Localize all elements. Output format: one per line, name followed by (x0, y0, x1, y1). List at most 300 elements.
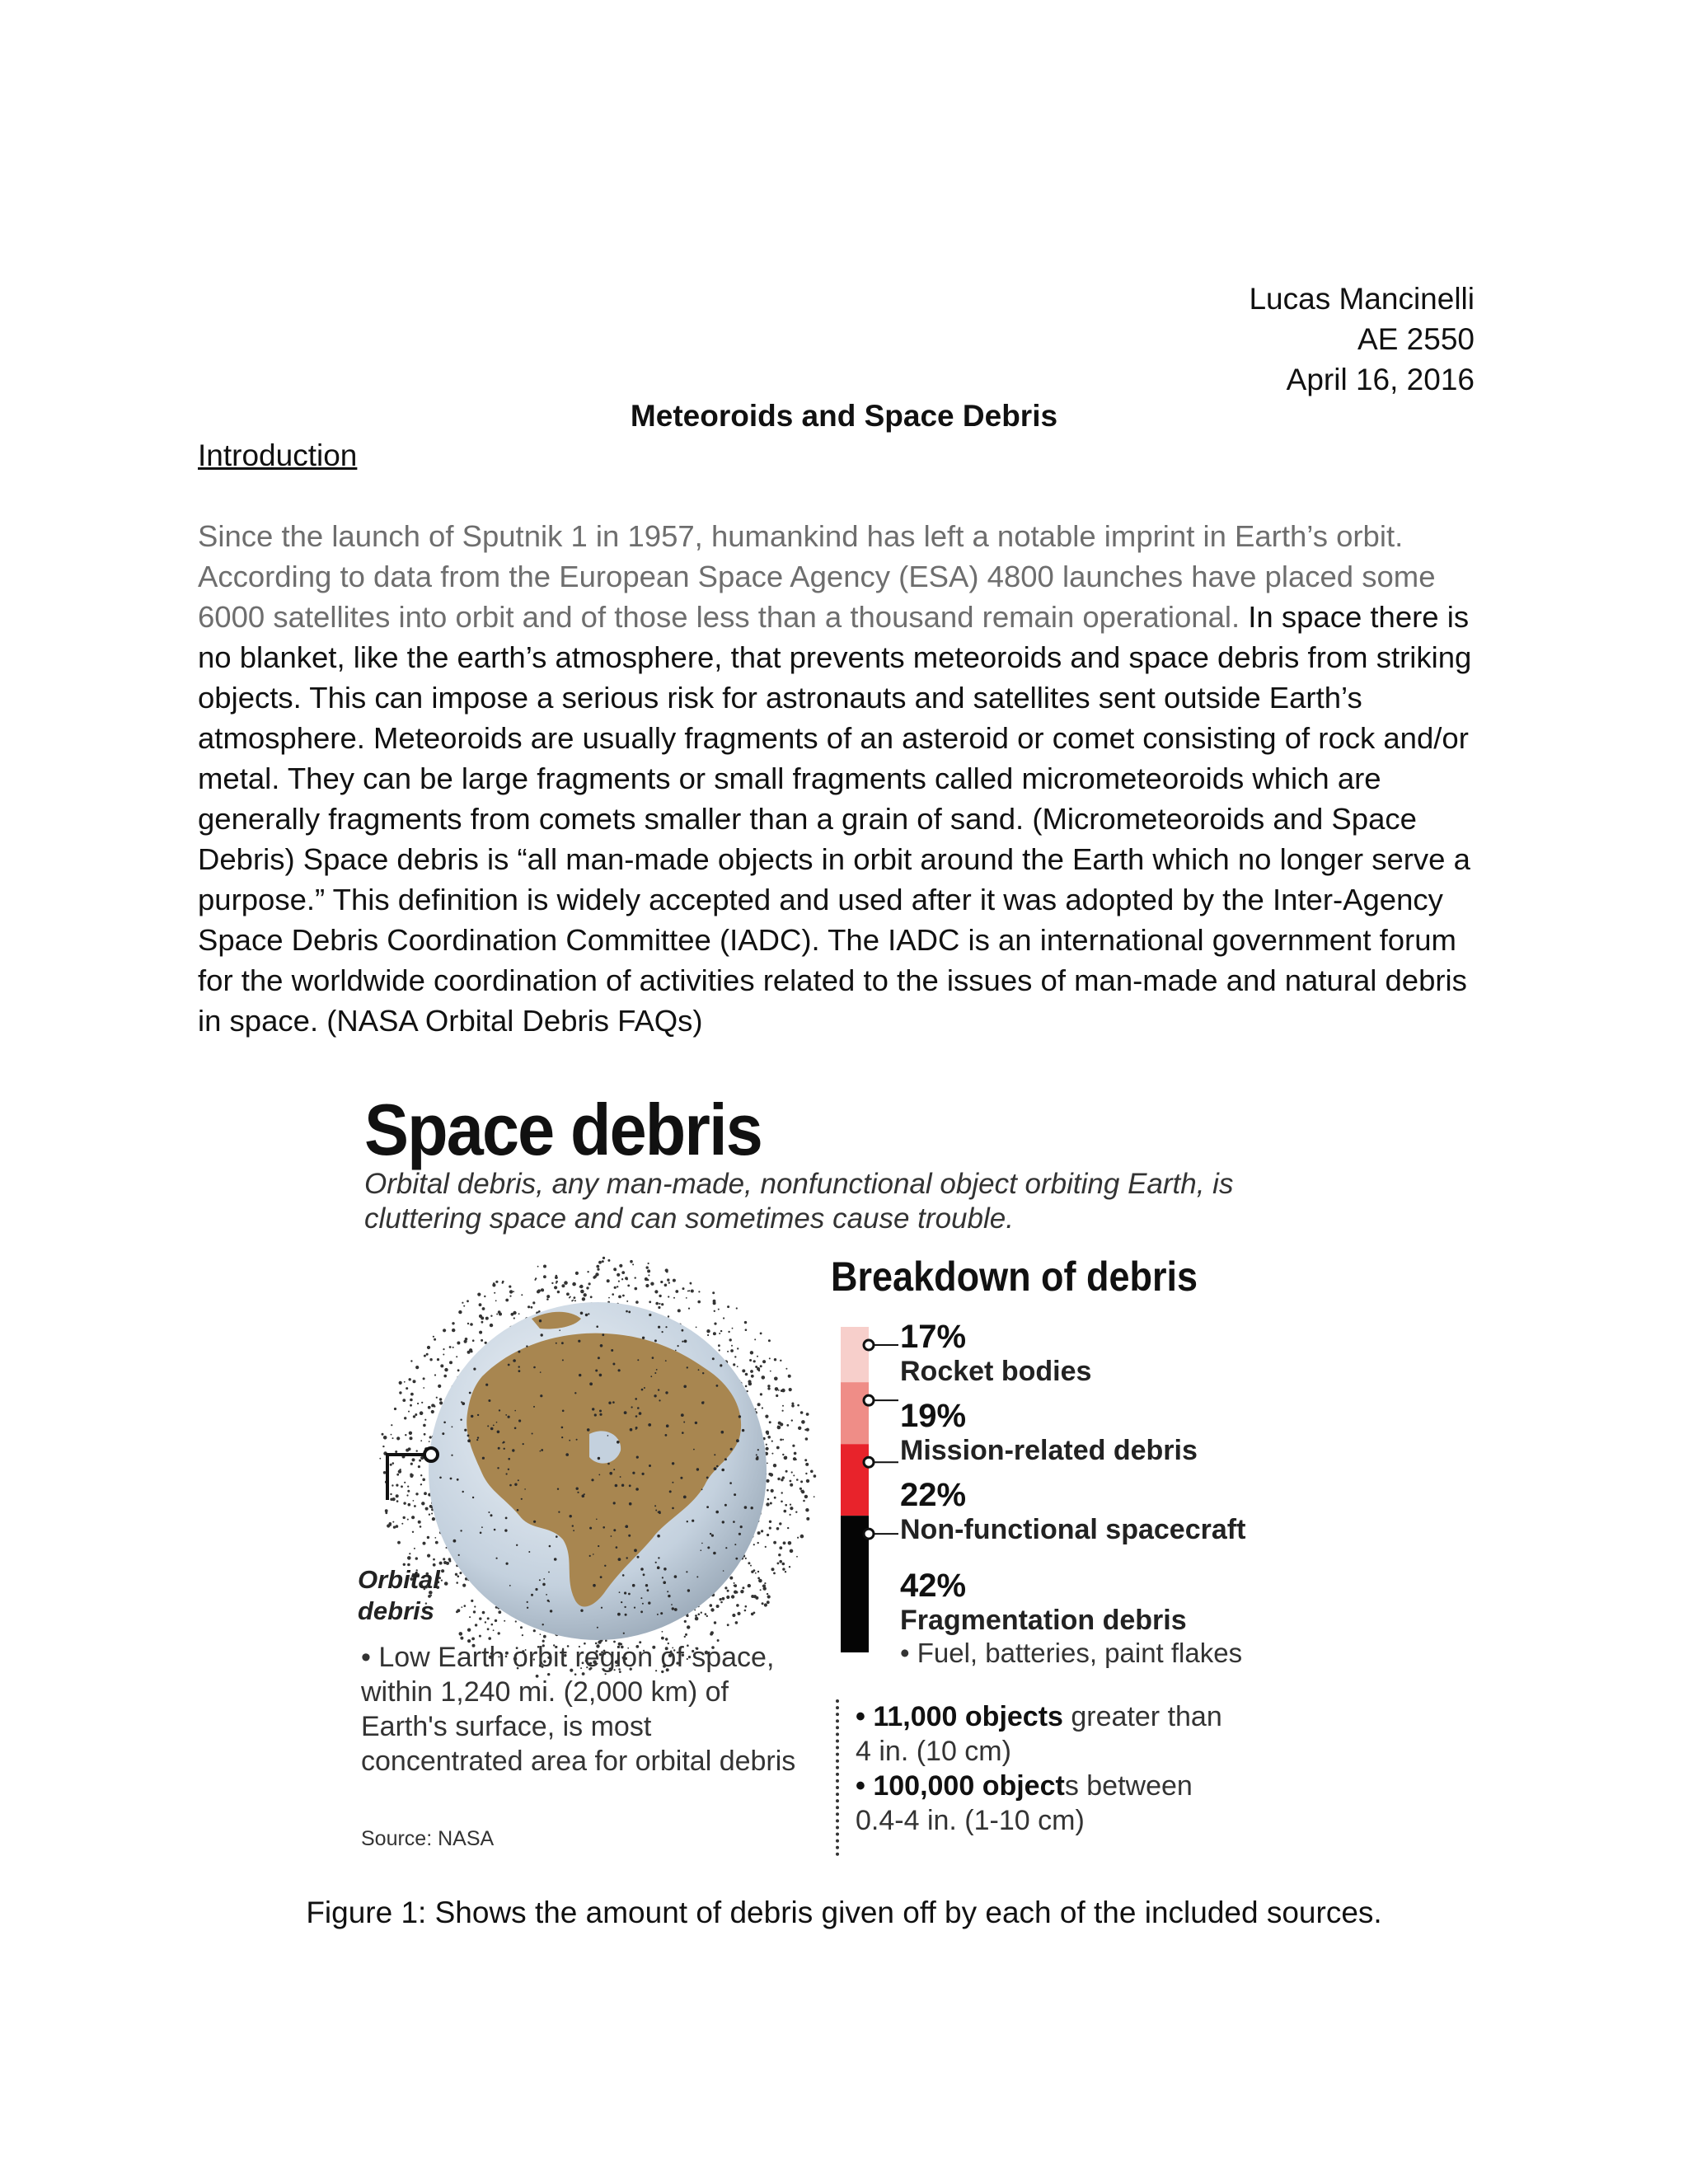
debris-dot (570, 1296, 571, 1298)
debris-dot (750, 1565, 752, 1567)
segment-marker-rocket-bodies (864, 1340, 874, 1350)
debris-dot (391, 1424, 392, 1426)
debris-dot (479, 1303, 482, 1306)
debris-dot (390, 1525, 392, 1526)
debris-dot (765, 1546, 767, 1548)
debris-dot (576, 1439, 578, 1441)
debris-dot (632, 1584, 635, 1587)
debris-dot (795, 1511, 797, 1513)
debris-dot (701, 1612, 702, 1614)
debris-dot (469, 1392, 471, 1394)
debris-dot (629, 1484, 631, 1487)
debris-dot (637, 1407, 640, 1409)
debris-dot (797, 1404, 799, 1407)
legend-mission-related (900, 1398, 1198, 1467)
debris-dot (518, 1366, 520, 1367)
debris-dot (462, 1491, 464, 1493)
debris-dot (745, 1605, 748, 1608)
debris-dot (701, 1549, 702, 1551)
debris-dot (439, 1401, 443, 1404)
debris-dot (660, 1612, 663, 1615)
debris-dot (645, 1284, 649, 1287)
debris-dot (774, 1497, 776, 1499)
debris-dot (668, 1315, 669, 1317)
debris-dot (790, 1549, 794, 1554)
debris-dot (703, 1401, 705, 1403)
debris-dot (692, 1520, 694, 1522)
debris-dot (755, 1572, 757, 1574)
debris-dot (429, 1441, 430, 1442)
debris-dot (710, 1604, 713, 1607)
debris-dot (782, 1405, 784, 1407)
debris-dot (767, 1498, 770, 1501)
debris-dot (464, 1605, 467, 1607)
debris-dot (649, 1465, 651, 1467)
debris-dot (398, 1469, 401, 1473)
debris-dot (471, 1600, 473, 1602)
debris-dot (714, 1467, 717, 1470)
debris-dot (599, 1410, 602, 1413)
debris-dot (785, 1368, 787, 1370)
debris-dot (714, 1621, 716, 1624)
debris-dot (777, 1426, 781, 1430)
debris-dot (733, 1363, 735, 1366)
debris-dot (683, 1385, 687, 1389)
debris-dot (781, 1501, 783, 1503)
debris-dot (539, 1579, 541, 1581)
debris-dot (396, 1484, 398, 1487)
debris-dot (687, 1366, 688, 1368)
debris-dot (690, 1282, 692, 1285)
debris-dot (484, 1296, 485, 1297)
debris-dot (810, 1470, 814, 1474)
debris-dot (588, 1282, 591, 1285)
space-debris-figure (346, 1071, 1352, 1871)
debris-dot (485, 1317, 489, 1320)
debris-dot (683, 1422, 685, 1423)
debris-dot (528, 1305, 530, 1308)
debris-dot (760, 1333, 762, 1335)
debris-dot (635, 1287, 638, 1291)
debris-dot (431, 1513, 433, 1515)
debris-dot (515, 1620, 517, 1622)
debris-dot (423, 1424, 426, 1427)
debris-dot (490, 1315, 492, 1317)
debris-dot (720, 1601, 723, 1604)
debris-dot (680, 1477, 682, 1479)
debris-dot (787, 1527, 789, 1529)
debris-dot (785, 1456, 787, 1459)
debris-dot (411, 1516, 415, 1519)
debris-dot (762, 1376, 766, 1380)
debris-dot (766, 1447, 769, 1451)
debris-dot (672, 1507, 674, 1510)
document-date: April 16, 2016 (1286, 363, 1475, 396)
debris-dot (769, 1421, 771, 1423)
debris-dot (800, 1535, 804, 1539)
debris-dot (814, 1496, 815, 1497)
debris-dot (790, 1504, 791, 1506)
debris-dot (615, 1484, 618, 1488)
debris-dot (443, 1348, 444, 1350)
debris-dot (783, 1541, 786, 1544)
debris-dot (798, 1427, 801, 1430)
debris-dot (557, 1488, 559, 1490)
debris-dot (444, 1582, 448, 1586)
debris-dot (635, 1277, 636, 1278)
debris-dot (716, 1605, 720, 1608)
debris-dot (424, 1419, 426, 1421)
debris-dot (429, 1436, 432, 1438)
debris-dot (726, 1596, 729, 1599)
debris-dot (734, 1356, 736, 1357)
debris-dot (541, 1449, 543, 1451)
debris-dot (599, 1413, 602, 1416)
debris-dot (682, 1432, 684, 1434)
debris-dot (659, 1399, 660, 1401)
debris-dot (627, 1285, 630, 1287)
debris-dot (782, 1563, 785, 1566)
debris-dot (757, 1367, 760, 1371)
debris-dot (657, 1535, 660, 1538)
debris-dot (584, 1293, 587, 1296)
debris-dot (784, 1510, 787, 1513)
debris-dot (617, 1441, 620, 1444)
debris-dot (472, 1497, 474, 1498)
debris-dot (407, 1486, 409, 1488)
debris-dot (804, 1495, 808, 1498)
debris-dot (735, 1621, 738, 1624)
debris-dot (742, 1369, 745, 1372)
debris-dot (505, 1414, 507, 1416)
debris-dot (736, 1307, 738, 1309)
debris-dot (598, 1474, 600, 1476)
debris-dot (735, 1558, 738, 1560)
debris-dot (800, 1411, 804, 1414)
debris-dot (618, 1558, 621, 1561)
debris-dot (659, 1303, 660, 1305)
debris-dot (782, 1410, 784, 1412)
debris-dot (597, 1268, 599, 1271)
debris-dot (392, 1484, 393, 1486)
debris-dot (449, 1361, 452, 1364)
debris-dot (482, 1611, 485, 1615)
debris-dot (655, 1562, 657, 1563)
debris-dot (456, 1356, 457, 1357)
debris-dot (397, 1541, 401, 1544)
debris-dot (705, 1613, 707, 1615)
debris-dot (801, 1420, 805, 1424)
debris-dot (622, 1295, 625, 1297)
debris-dot (806, 1479, 809, 1483)
debris-dot (582, 1297, 585, 1301)
count-1-size: 4 in. (10 cm) (856, 1736, 1011, 1767)
debris-dot (418, 1521, 421, 1524)
debris-dot (642, 1473, 645, 1475)
debris-dot (800, 1480, 803, 1483)
debris-dot (785, 1470, 788, 1473)
debris-dot (725, 1547, 727, 1549)
debris-dot (546, 1594, 547, 1596)
debris-dot (656, 1369, 658, 1371)
debris-dot (396, 1494, 399, 1497)
debris-dot (556, 1343, 557, 1344)
debris-dot (742, 1586, 744, 1589)
debris-dot (773, 1464, 776, 1467)
debris-dot (449, 1346, 452, 1348)
debris-dot (701, 1543, 703, 1544)
debris-dot (574, 1392, 576, 1394)
debris-dot (426, 1353, 429, 1356)
debris-dot (753, 1360, 756, 1362)
debris-dot (730, 1448, 733, 1451)
debris-dot (712, 1357, 715, 1360)
count-line-2 (839, 1769, 1301, 1803)
debris-dot (740, 1526, 743, 1528)
debris-dot (745, 1558, 747, 1559)
debris-dot (665, 1391, 668, 1394)
bar-segment-non-functional (841, 1444, 869, 1516)
debris-dot (665, 1360, 667, 1361)
debris-dot (407, 1490, 410, 1493)
debris-dot (611, 1349, 613, 1352)
debris-dot (765, 1415, 768, 1418)
debris-dot (723, 1317, 724, 1319)
debris-dot (806, 1517, 809, 1521)
debris-dot (625, 1526, 626, 1528)
orbital-label-line2: debris (358, 1596, 435, 1625)
debris-dot (762, 1584, 766, 1587)
debris-dot (456, 1582, 458, 1584)
debris-dot (767, 1432, 769, 1435)
debris-dot (496, 1422, 498, 1423)
segment-marker-fragmentation (864, 1529, 874, 1539)
debris-dot (488, 1399, 490, 1402)
debris-dot (390, 1464, 392, 1466)
debris-dot (383, 1436, 387, 1440)
debris-dot (582, 1494, 585, 1497)
debris-dot (535, 1277, 537, 1279)
debris-dot (793, 1474, 795, 1476)
debris-dot (654, 1372, 656, 1374)
debris-dot (443, 1561, 447, 1564)
debris-dot (621, 1271, 625, 1274)
debris-dot (706, 1506, 709, 1508)
debris-dot (757, 1531, 761, 1535)
debris-dot (463, 1305, 465, 1307)
debris-dot (791, 1419, 793, 1421)
debris-dot (617, 1613, 621, 1616)
debris-dot (789, 1566, 790, 1568)
debris-dot (599, 1374, 603, 1377)
debris-dot (452, 1329, 455, 1332)
debris-dot (481, 1316, 484, 1319)
debris-dot (533, 1521, 536, 1523)
debris-dot (493, 1425, 495, 1427)
debris-dot (402, 1399, 406, 1402)
debris-dot (730, 1349, 734, 1352)
debris-dot (769, 1357, 771, 1359)
debris-dot (509, 1296, 511, 1297)
debris-dot (408, 1411, 410, 1413)
count-2-size: 0.4-4 in. (1-10 cm) (856, 1805, 1085, 1836)
debris-dot (407, 1556, 411, 1560)
debris-dot (658, 1326, 660, 1329)
debris-dot (539, 1319, 542, 1322)
debris-dot (794, 1452, 797, 1455)
debris-dot (412, 1531, 414, 1533)
debris-dot (778, 1554, 781, 1556)
debris-dot (423, 1377, 425, 1380)
debris-dot (494, 1529, 496, 1531)
debris-dot (434, 1374, 436, 1376)
figure-source: Source: NASA (361, 1827, 495, 1850)
debris-dot (433, 1336, 434, 1338)
debris-dot (691, 1290, 694, 1293)
debris-dot (766, 1479, 769, 1483)
debris-dot (619, 1264, 622, 1268)
debris-dot (481, 1321, 484, 1324)
debris-dot (774, 1377, 778, 1381)
debris-dot (757, 1456, 759, 1459)
debris-dot (497, 1467, 499, 1469)
debris-dot (490, 1514, 493, 1516)
debris-dot (684, 1620, 687, 1623)
debris-dot (383, 1471, 387, 1474)
debris-dot (537, 1266, 539, 1268)
debris-dot (566, 1292, 570, 1296)
debris-dot (675, 1350, 677, 1352)
debris-dot (684, 1636, 686, 1638)
debris-dot (613, 1529, 616, 1531)
debris-dot (706, 1615, 708, 1617)
debris-dot (415, 1493, 418, 1495)
intro-main-text: In space there is no blanket, like the earth’s atmosphere, that prevents meteoroids and space debris from striking objects. This can impose a serious risk for astronauts and satellites sent outside Earth’s atmosphere. Meteoroids are usually fragments of an asteroid or comet consisting of rock and/or metal. They can be large fragments or small fragments called micrometeoroids which are generally fragments from comets smaller than a grain of sand. (Micrometeoroids and Space Debris) Space debris is “all man-made objects in orbit around the Earth which no longer serve a purpose.” This definition is widely accepted and used after it was adopted by the Inter-Agency Space Debris Coordination Committee (IADC). The IADC is an international government forum for the worldwide coordination of activities related to the issues of man-made and natural debris in space. (NASA Orbital Debris FAQs) (198, 600, 1472, 1038)
debris-dot (764, 1582, 766, 1584)
debris-dot (513, 1311, 516, 1315)
debris-dot (774, 1358, 776, 1361)
debris-dot (744, 1321, 747, 1324)
debris-dot (508, 1364, 510, 1366)
debris-dot (770, 1473, 773, 1476)
debris-dot (518, 1313, 520, 1315)
debris-dot (630, 1428, 633, 1432)
debris-dot (509, 1585, 511, 1586)
debris-dot (780, 1422, 783, 1426)
debris-dot (757, 1356, 758, 1357)
debris-dot (753, 1544, 755, 1545)
debris-dot (516, 1544, 518, 1546)
debris-dot (645, 1584, 648, 1586)
debris-dot (734, 1493, 736, 1496)
debris-dot (527, 1601, 528, 1603)
debris-dot (420, 1474, 422, 1476)
debris-dot (698, 1369, 700, 1371)
debris-dot (646, 1266, 649, 1268)
debris-dot (508, 1458, 510, 1460)
debris-dot (533, 1406, 535, 1408)
debris-dot (745, 1373, 748, 1376)
debris-dot (395, 1451, 397, 1453)
debris-dot (735, 1591, 738, 1593)
debris-dot (668, 1282, 670, 1283)
debris-dot (745, 1329, 748, 1331)
debris-dot (428, 1406, 431, 1409)
debris-dot (485, 1384, 488, 1386)
debris-dot (531, 1306, 533, 1309)
debris-dot (410, 1474, 412, 1476)
debris-dot (649, 1314, 651, 1316)
debris-dot (401, 1485, 403, 1488)
debris-dot (410, 1360, 412, 1361)
debris-dot (460, 1530, 462, 1531)
debris-dot (410, 1399, 413, 1402)
debris-dot (727, 1590, 729, 1592)
debris-dot (578, 1340, 580, 1343)
debris-dot (744, 1506, 748, 1509)
debris-dot (425, 1507, 429, 1511)
debris-dot (628, 1535, 631, 1537)
debris-dot (514, 1483, 517, 1486)
debris-dot (716, 1385, 719, 1387)
debris-dot (506, 1563, 509, 1565)
debris-dot (751, 1507, 753, 1509)
debris-dot (629, 1502, 632, 1506)
debris-dot (513, 1291, 514, 1292)
debris-dot (441, 1580, 443, 1582)
debris-dot (404, 1417, 406, 1419)
debris-dot (459, 1572, 462, 1574)
debris-dot (701, 1488, 703, 1490)
debris-dot (681, 1413, 684, 1417)
debris-dot (499, 1409, 500, 1411)
debris-dot (477, 1293, 481, 1296)
debris-dot (641, 1389, 644, 1391)
debris-dot (462, 1302, 463, 1304)
debris-dot (542, 1289, 545, 1292)
debris-dot (460, 1419, 462, 1421)
debris-dot (404, 1381, 406, 1383)
debris-dot (727, 1351, 729, 1352)
debris-dot (450, 1478, 452, 1480)
debris-dot (688, 1308, 690, 1310)
debris-dot (481, 1339, 483, 1342)
debris-dot (382, 1433, 384, 1436)
debris-dot (427, 1346, 430, 1349)
debris-dot (665, 1268, 668, 1272)
debris-dot (737, 1366, 738, 1367)
debris-dot (648, 1274, 649, 1276)
debris-dot (777, 1563, 780, 1565)
debris-dot (626, 1301, 628, 1302)
debris-dot (509, 1484, 512, 1487)
debris-dot (623, 1633, 625, 1634)
debris-dot (579, 1374, 581, 1376)
debris-dot (713, 1300, 716, 1303)
debris-dot (665, 1434, 668, 1436)
debris-dot (782, 1439, 784, 1441)
debris-dot (420, 1483, 422, 1485)
debris-dot (467, 1629, 471, 1632)
debris-dot (751, 1571, 753, 1573)
debris-dot (631, 1406, 633, 1408)
debris-dot (607, 1435, 609, 1436)
debris-dot (781, 1492, 783, 1493)
debris-dot (721, 1469, 724, 1472)
debris-dot (540, 1633, 542, 1635)
debris-dot (408, 1503, 411, 1507)
debris-dot (574, 1300, 576, 1301)
